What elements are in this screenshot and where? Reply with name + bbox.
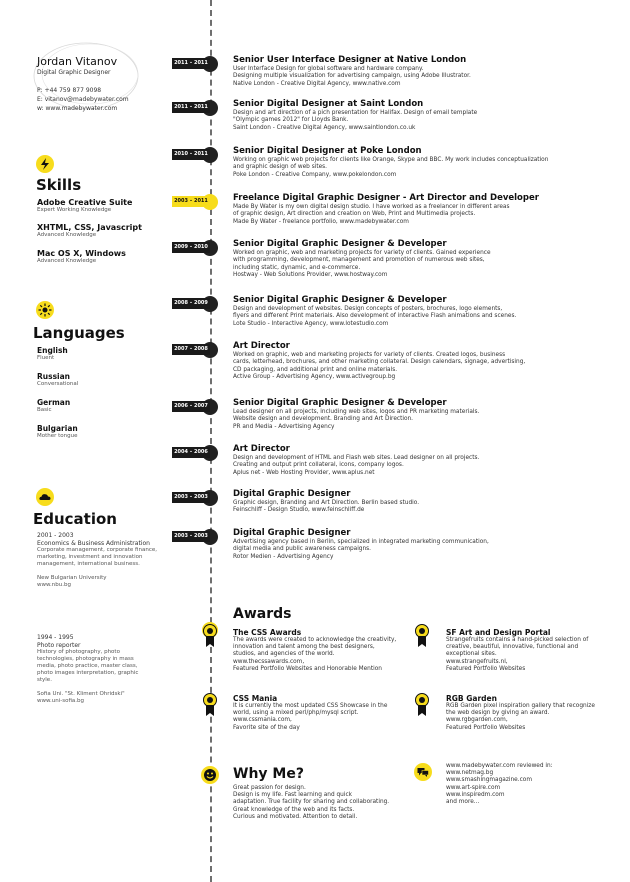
- awards-heading: Awards: [233, 606, 292, 622]
- language-name: Bulgarian: [37, 424, 78, 433]
- job-date: 2011 – 2011: [172, 58, 210, 69]
- profile-phone: P: +44 759 877 9098: [37, 87, 102, 94]
- smiley-icon: [201, 766, 219, 784]
- skill-level: Advanced Knowledge: [37, 232, 97, 238]
- chat-icon: [414, 763, 432, 781]
- education-entry: [37, 634, 152, 705]
- job-entry: [233, 398, 563, 431]
- timeline-line: [210, 0, 212, 882]
- job-description: Lead designer on all projects, including web sites, logos and PR marketing materials. Website design and development. Branding and Art Direction. PR and Media - Advertising Agency: [233, 409, 480, 430]
- job-date: 2004 – 2006: [172, 447, 210, 458]
- job-entry: [233, 193, 563, 226]
- job-title: Senior Digital Graphic Designer & Developer: [233, 398, 447, 408]
- lightning-icon: [36, 155, 54, 173]
- language-level: Fluent: [37, 355, 55, 361]
- award-desc: Strangefruits contains a hand-picked selection of creative, beautiful, innovative, functional and exceptional sites. www.strangefruits.nl, Featured Portfolio Websites: [446, 637, 589, 672]
- profile-name: Jordan Vitanov: [37, 55, 118, 68]
- education-years: 2001 - 2003: [37, 532, 74, 539]
- job-title: Senior Digital Designer at Saint London: [233, 99, 424, 109]
- medal-icon: [203, 624, 217, 648]
- job-title: Senior User Interface Designer at Native London: [233, 55, 467, 65]
- job-date: 2006 – 2007: [172, 401, 210, 412]
- language-item: [37, 372, 78, 387]
- job-description: Design and development of HTML and Flash web sites. Lead designer on all projects. Creating and output print collateral, icons, company logos. Aplus net - Web Hosting Provider, www.aplus.net: [233, 455, 480, 476]
- award-desc: The awards were created to acknowledge the creativity, innovation and talent among the best designers, studios, and agencies of the world. www.thecssawards.com, Featured Portfolio Websites and Honorable Mention: [233, 637, 397, 672]
- language-level: Mother tongue: [37, 433, 78, 439]
- job-date: 2003 – 2011: [172, 196, 210, 207]
- job-entry: [233, 444, 563, 477]
- job-entry: [233, 146, 563, 179]
- language-name: German: [37, 398, 71, 407]
- job-title: Art Director: [233, 444, 290, 454]
- job-entry: [233, 489, 563, 515]
- skill-item: [37, 249, 126, 264]
- language-level: Basic: [37, 407, 52, 413]
- job-description: Worked on graphic, web and marketing projects for variety of clients. Created logos, business cards, letterhead, brochures, and other marketing collateral. Design calendars, signage, advertising, CD packaging, and additional print and online materials. Active Group - Advertising Agency, www.activegroup.bg: [233, 352, 526, 380]
- job-date: 2003 – 2003: [172, 492, 210, 503]
- job-description: Made By Water is my own digital design studio. I have worked as a freelancer in different areas of graphic design, Art direction and creation on Web, Print and Multimedia projects. Made By Water - freelance portfolio, www.madebywater.com: [233, 204, 510, 225]
- award-item: [233, 694, 403, 732]
- education-school: New Bulgarian University: [37, 575, 107, 581]
- job-description: Graphic design, Branding and Art Direction. Berlin based studio. Feinschliff - Design Studio, www.feinschliff.de: [233, 500, 420, 514]
- language-name: English: [37, 346, 68, 355]
- reviewed-block: [446, 763, 616, 806]
- job-description: Design and development of websites. Design concepts of posters, brochures, logo elements, flyers and different Print materials. Also development of interactive Flash animations and scenes. Lote Studio - Interactive Agency, www.lotestudio.com: [233, 306, 517, 327]
- job-entry: [233, 528, 563, 561]
- education-desc: Corporate management, corporate finance, marketing, investment and innovation management, international business.: [37, 547, 157, 567]
- language-name: Russian: [37, 372, 71, 381]
- job-description: Design and art direction of a pich presentation for Halifax. Design of email template "Olympic games 2012" for Lloyds Bank. Saint London - Creative Digital Agency, www.saintlondon.co.uk: [233, 110, 478, 131]
- job-entry: [233, 55, 563, 88]
- language-item: [37, 424, 78, 439]
- award-item: [446, 628, 616, 673]
- languages-heading: Languages: [33, 324, 125, 342]
- job-entry: [233, 99, 563, 132]
- education-url[interactable]: www.nbu.bg: [37, 582, 71, 588]
- job-description: User Interface Design for global software and hardware company. Designing multiple visualization for advertising campaign, using Adobe Illustrator. Native London - Creative Digital Agency, www.native.com: [233, 66, 471, 87]
- job-description: Worked on graphic, web and marketing projects for variety of clients. Gained experience with programming, development, management and promotion of numerous web sites, including static, dynamic, and e-commerce. Hostway - Web Solutions Provider, www.hostway.com: [233, 250, 491, 278]
- skill-item: [37, 198, 132, 213]
- profile-title: Digital Graphic Designer: [37, 69, 111, 76]
- job-description: Advertising agency based in Berlin, specialized in integrated marketing communication, digital media and public awareness campaigns. Rotor Medien - Advertising Agency: [233, 539, 489, 560]
- education-field: Economics & Business Administration: [37, 539, 150, 547]
- education-entry: [37, 532, 172, 589]
- job-title: Senior Digital Graphic Designer & Developer: [233, 295, 447, 305]
- job-date: 2010 – 2011: [172, 149, 210, 160]
- education-years: 1994 - 1995: [37, 634, 74, 641]
- whyme-text-block: [233, 785, 413, 821]
- skill-name: Adobe Creative Suite: [37, 198, 133, 207]
- job-date: 2003 – 2003: [172, 531, 210, 542]
- sun-icon: [36, 301, 54, 319]
- education-url[interactable]: www.uni-sofia.bg: [37, 698, 85, 704]
- award-item: [446, 694, 621, 732]
- job-entry: [233, 341, 563, 381]
- job-title: Senior Digital Graphic Designer & Developer: [233, 239, 447, 249]
- award-title: CSS Mania: [233, 694, 278, 703]
- skill-name: XHTML, CSS, Javascript: [37, 223, 142, 232]
- education-school: Sofia Uni. "St. Kliment Ohridski": [37, 691, 125, 697]
- skill-level: Advanced Knowledge: [37, 258, 97, 264]
- whyme-heading: Why Me?: [233, 766, 304, 782]
- medal-icon: [415, 693, 429, 717]
- education-desc: History of photography, photo technologies, photography in mass media, photo practice, master class, photo images interpretation, graphic style.: [37, 649, 139, 683]
- profile-email[interactable]: E: vitanov@madebywater.com: [37, 96, 129, 103]
- award-title: RGB Garden: [446, 694, 497, 703]
- education-heading: Education: [33, 510, 117, 528]
- job-date: 2009 – 2010: [172, 242, 210, 253]
- job-date: 2007 – 2008: [172, 344, 210, 355]
- job-date: 2008 – 2009: [172, 298, 210, 309]
- education-field: Photo reporter: [37, 641, 81, 649]
- job-entry: [233, 295, 563, 328]
- medal-icon: [203, 693, 217, 717]
- job-title: Digital Graphic Designer: [233, 528, 351, 538]
- job-title: Freelance Digital Graphic Designer - Art Director and Developer: [233, 193, 539, 203]
- skill-item: [37, 223, 142, 238]
- language-item: [37, 398, 70, 413]
- language-level: Conversational: [37, 381, 79, 387]
- job-title: Art Director: [233, 341, 290, 351]
- skill-name: Mac OS X, Windows: [37, 249, 126, 258]
- award-desc: RGB Garden pixel inspiration gallery that recognize the web design by giving an award. www.rgbgarden.com, Featured Portfolio Websites: [446, 703, 595, 731]
- job-title: Digital Graphic Designer: [233, 489, 351, 499]
- profile-web[interactable]: w: www.madebywater.com: [37, 105, 118, 112]
- award-title: SF Art and Design Portal: [446, 628, 551, 637]
- whyme-text: Great passion for design. Design is my life. Fast learning and quick adaptation. True facility for sharing and collaborating. Great knowledge of the web and its facts. Curious and motivated. Attention to detail.: [233, 785, 390, 820]
- job-entry: [233, 239, 563, 279]
- job-description: Working on graphic web projects for clients like Orange, Skype and BBC. My work includes conceptualization and graphic design of web sites. Poke London - Creative Company, www.pokelondon.com: [233, 157, 549, 178]
- reviewed-text[interactable]: www.madebywater.com reviewed in: www.netmag.bg www.smashingmagazine.com www.art-spire.com www.inspiredm.com and more...: [446, 763, 553, 806]
- skills-heading: Skills: [36, 176, 82, 194]
- award-desc: It is currently the most updated CSS Showcase in the world, using a mixed perl/php/mysql script. www.cssmania.com, Favorite site of the day: [233, 703, 388, 731]
- job-title: Senior Digital Designer at Poke London: [233, 146, 422, 156]
- cloud-icon: [36, 488, 54, 506]
- award-title: The CSS Awards: [233, 628, 302, 637]
- award-item: [233, 628, 403, 673]
- skill-level: Expert Working Knowledge: [37, 207, 112, 213]
- language-item: [37, 346, 68, 361]
- medal-icon: [415, 624, 429, 648]
- job-date: 2011 – 2011: [172, 102, 210, 113]
